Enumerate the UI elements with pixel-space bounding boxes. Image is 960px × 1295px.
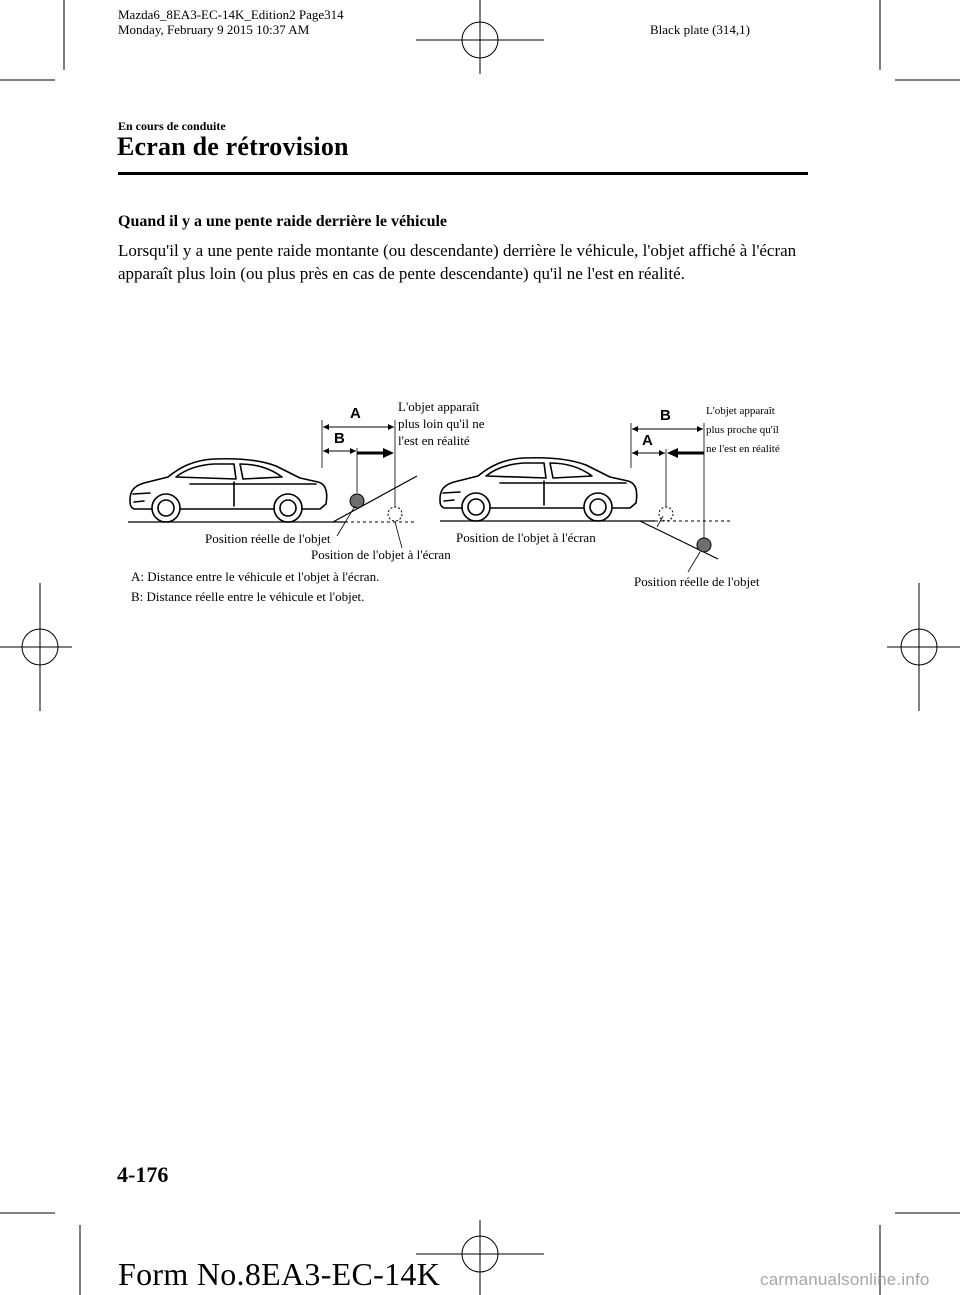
right-letter-b: B	[660, 407, 671, 424]
left-letter-a: A	[350, 405, 361, 422]
page-number: 4-176	[117, 1162, 169, 1187]
legend-b: B: Distance réelle entre le véhicule et l'objet.	[131, 589, 365, 604]
right-note-line-2: plus proche qu'il	[706, 424, 779, 436]
page-title: Ecran de rétrovision	[117, 132, 349, 161]
right-note-line-1: L'objet apparaît	[706, 405, 775, 417]
left-note-line-2: plus loin qu'il ne	[398, 416, 485, 431]
header-date-line: Monday, February 9 2015 10:37 AM	[118, 22, 310, 37]
left-note-line-3: l'est en réalité	[398, 433, 470, 448]
right-note	[706, 402, 780, 459]
left-letter-b: B	[334, 430, 345, 447]
subheading: Quand il y a une pente raide derrière le véhicule	[118, 213, 448, 230]
header-plate: Black plate (314,1)	[650, 22, 750, 37]
body-paragraph: Lorsqu'il y a une pente raide montante (ou descendante) derrière le véhicule, l'objet affiché à l'écran apparaît plus loin (ou plus près en cas de pente descendante) qu'il ne l'est en réalité.	[118, 241, 797, 283]
right-letter-a: A	[642, 432, 653, 449]
left-real-position-label: Position réelle de l'objet	[205, 531, 331, 546]
form-number: Form No.8EA3-EC-14K	[118, 1256, 441, 1292]
right-note-line-3: ne l'est en réalité	[706, 443, 780, 455]
section-label: En cours de conduite	[118, 119, 226, 133]
left-note-line-1: L'objet apparaît	[398, 399, 480, 414]
watermark: carmanualsonline.info	[760, 1270, 930, 1289]
right-screen-position-label: Position de l'objet à l'écran	[456, 530, 596, 545]
header-file-line: Mazda6_8EA3-EC-14K_Edition2 Page314	[118, 7, 344, 22]
legend-a: A: Distance entre le véhicule et l'objet à l'écran.	[131, 569, 380, 584]
left-screen-position-label: Position de l'objet à l'écran	[311, 547, 451, 562]
right-real-position-label: Position réelle de l'objet	[634, 574, 760, 589]
left-note	[398, 398, 484, 449]
